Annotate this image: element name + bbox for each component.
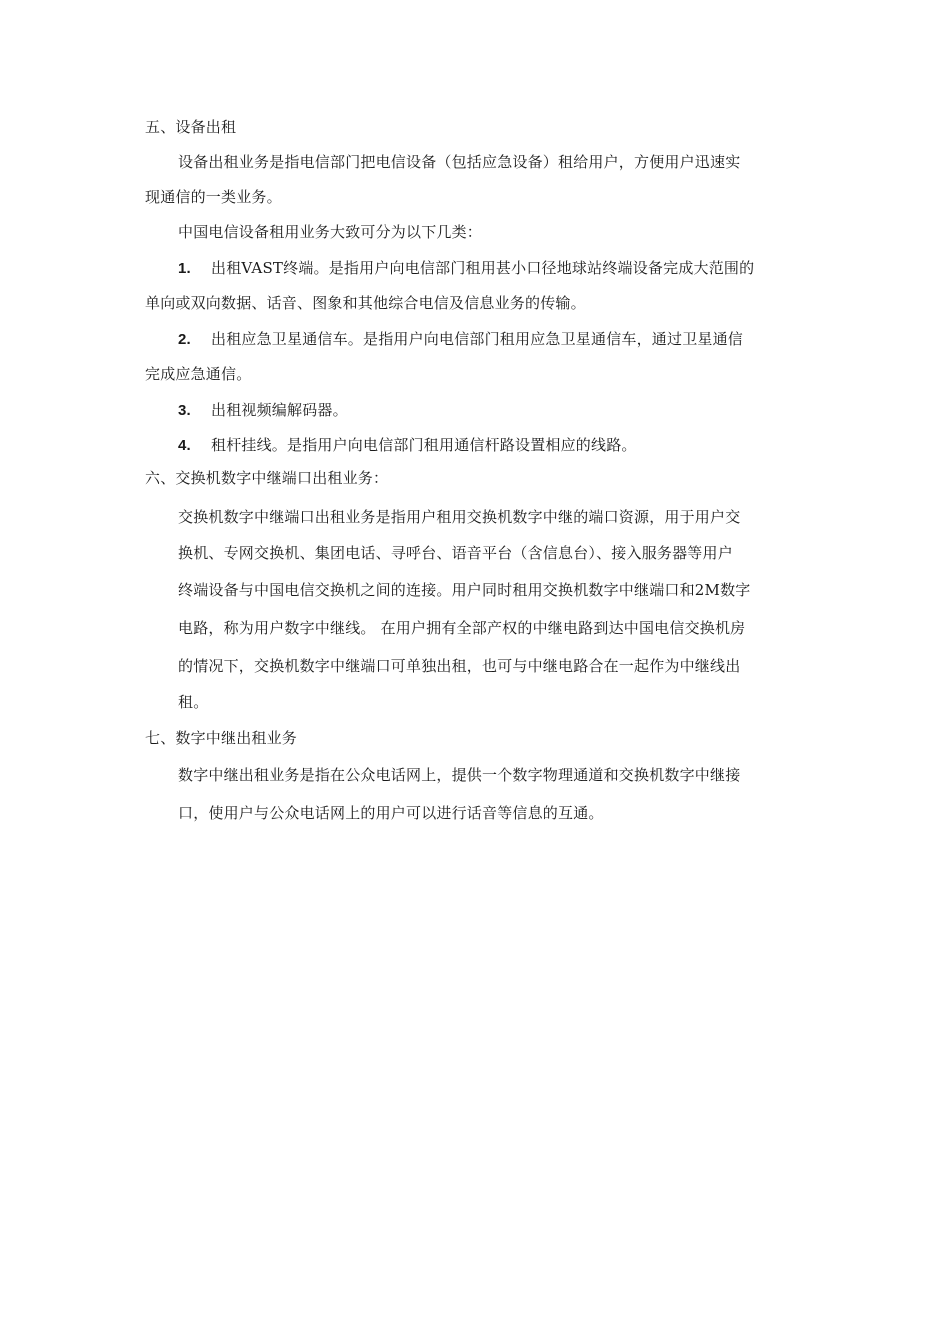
list-number: 4.: [178, 437, 191, 454]
list-item-text: 出租视频编解码器。: [211, 401, 348, 419]
list-item-4: [178, 435, 637, 456]
paragraph-line: 终端设备与中国电信交换机之间的连接。用户同时租用交换机数字中继端口和2M数字: [178, 581, 751, 599]
list-number: 2.: [178, 331, 191, 348]
paragraph-line: 现通信的一类业务。: [145, 188, 282, 206]
section-5-heading: 五、设备出租: [145, 118, 237, 136]
list-item-text: 出租VAST终端。是指用户向电信部门租用甚小口径地球站终端设备完成大范围的: [211, 259, 755, 277]
list-item-3: [178, 400, 348, 421]
list-number: 3.: [178, 402, 191, 419]
list-item-1: [178, 258, 754, 279]
paragraph-line: 设备出租业务是指电信部门把电信设备（包括应急设备）租给用户，方便用户迅速实: [178, 153, 741, 171]
paragraph-line: 的情况下，交换机数字中继端口可单独出租，也可与中继电路合在一起作为中继线出: [178, 657, 741, 675]
paragraph-line: 交换机数字中继端口出租业务是指用户租用交换机数字中继的端口资源，用于用户交: [178, 508, 741, 526]
paragraph-line: 换机、专网交换机、集团电话、寻呼台、语音平台（含信息台）、接入服务器等用户: [178, 544, 733, 562]
paragraph-line: 租。: [178, 693, 209, 711]
section-7-heading: 七、数字中继出租业务: [145, 729, 298, 747]
list-item-text: 出租应急卫星通信车。是指用户向电信部门租用应急卫星通信车，通过卫星通信: [211, 330, 744, 348]
list-item-continuation: 完成应急通信。: [145, 365, 252, 383]
paragraph-line: 中国电信设备租用业务大致可分为以下几类：: [178, 223, 483, 241]
list-number: 1.: [178, 260, 191, 277]
list-item-continuation: 单向或双向数据、话音、图象和其他综合电信及信息业务的传输。: [145, 294, 586, 312]
list-item-2: [178, 329, 743, 350]
section-6-heading: 六、交换机数字中继端口出租业务：: [145, 469, 389, 487]
list-item-text: 租杆挂线。是指用户向电信部门租用通信杆路设置相应的线路。: [211, 436, 637, 454]
paragraph-line: 数字中继出租业务是指在公众电话网上，提供一个数字物理通道和交换机数字中继接: [178, 766, 741, 784]
paragraph-line: 口，使用户与公众电话网上的用户可以进行话音等信息的互通。: [178, 804, 604, 822]
paragraph-line: 电路，称为用户数字中继线。 在用户拥有全部产权的中继电路到达中国电信交换机房: [178, 619, 746, 637]
